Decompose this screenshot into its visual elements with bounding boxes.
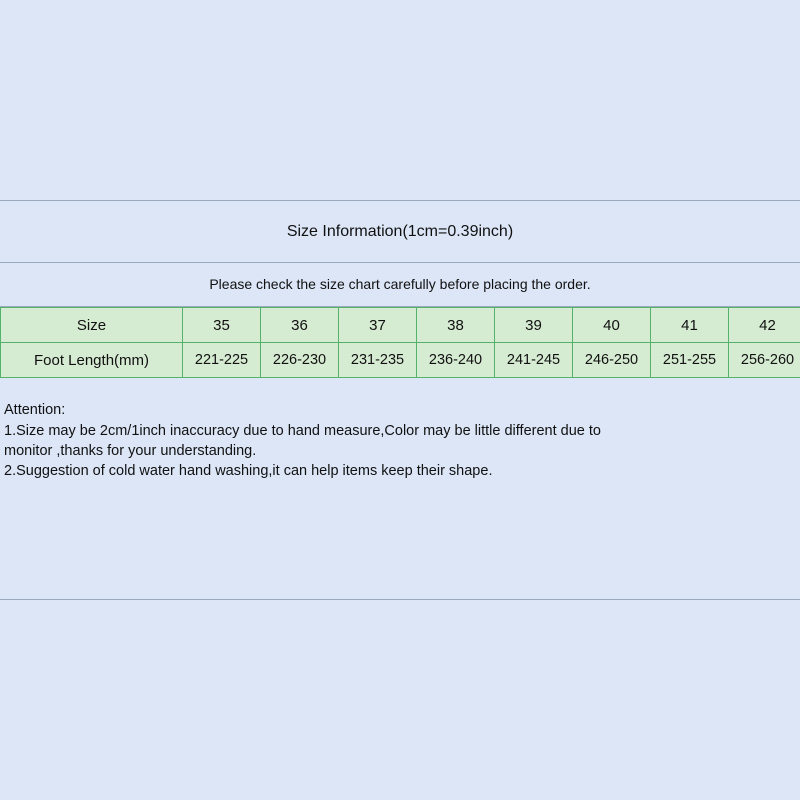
attention-line-3: 2.Suggestion of cold water hand washing,it can help items keep their shape. (4, 463, 493, 479)
attention-line-2: monitor ,thanks for your understanding. (4, 443, 257, 459)
foot-length-cell: 246-250 (573, 343, 651, 378)
size-cell: 40 (573, 308, 651, 343)
size-cell: 41 (651, 308, 729, 343)
row-header-size: Size (1, 308, 183, 343)
foot-length-cell: 251-255 (651, 343, 729, 378)
foot-length-cell: 236-240 (417, 343, 495, 378)
panel-note-row (0, 263, 800, 307)
foot-length-cell: 221-225 (183, 343, 261, 378)
foot-length-cell: 226-230 (261, 343, 339, 378)
foot-length-cell: 241-245 (495, 343, 573, 378)
size-cell: 39 (495, 308, 573, 343)
foot-length-cell: 256-260 (729, 343, 800, 378)
size-cell: 36 (261, 308, 339, 343)
panel-title-row (0, 201, 800, 263)
size-chart-note: Please check the size chart carefully before placing the order. (209, 275, 591, 292)
page-title: Size Information(1cm=0.39inch) (286, 222, 514, 240)
table-row (1, 308, 800, 343)
table-row (1, 343, 800, 378)
size-cell: 42 (729, 308, 800, 343)
size-cell: 37 (339, 308, 417, 343)
attention-block (0, 378, 800, 481)
size-cell: 38 (417, 308, 495, 343)
size-chart-panel (0, 200, 800, 600)
attention-heading: Attention: (4, 402, 66, 418)
size-cell: 35 (183, 308, 261, 343)
row-header-foot-length: Foot Length(mm) (1, 343, 183, 378)
foot-length-cell: 231-235 (339, 343, 417, 378)
size-table (0, 307, 800, 378)
attention-line-1: 1.Size may be 2cm/1inch inaccuracy due to hand measure,Color may be little different due to (4, 423, 601, 439)
